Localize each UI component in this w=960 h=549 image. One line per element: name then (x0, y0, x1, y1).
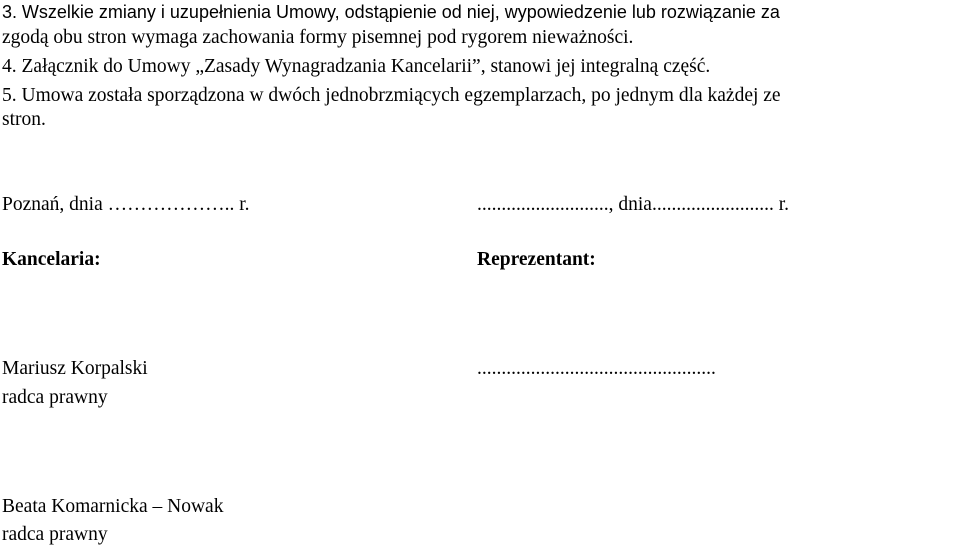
representative-signature-placeholder: ................................................. (477, 358, 716, 379)
clause-5-line-2: stron. (2, 109, 46, 130)
signatory-2-name: Beata Komarnicka – Nowak (2, 496, 224, 517)
clause-3-number: 3. (2, 2, 18, 22)
party-label-kancelaria: Kancelaria: (2, 249, 101, 270)
signatory-2-title: radca prawny (2, 524, 108, 545)
clause-4: 4. Załącznik do Umowy „Zasady Wynagradzania Kancelarii”, stanowi jej integralną część. (2, 56, 711, 77)
date-place-right: ..........................., dnia......................... r. (477, 194, 789, 215)
clause-3-line-1 (2, 0, 780, 25)
clause-3-line-2: zgodą obu stron wymaga zachowania formy pisemnej pod rygorem nieważności. (2, 27, 634, 48)
date-place-left: Poznań, dnia ……………….. r. (2, 194, 250, 215)
clause-5-line-1: 5. Umowa została sporządzona w dwóch jednobrzmiących egzemplarzach, po jednym dla każdej ze (2, 85, 781, 106)
signatory-1-name: Mariusz Korpalski (2, 358, 148, 379)
signatory-1-title: radca prawny (2, 387, 108, 408)
clause-3-text-part1: Wszelkie zmiany i uzupełnienia Umowy, odstąpienie od niej, wypowiedzenie lub rozwiązanie za (21, 2, 780, 22)
party-label-reprezentant: Reprezentant: (477, 249, 596, 270)
